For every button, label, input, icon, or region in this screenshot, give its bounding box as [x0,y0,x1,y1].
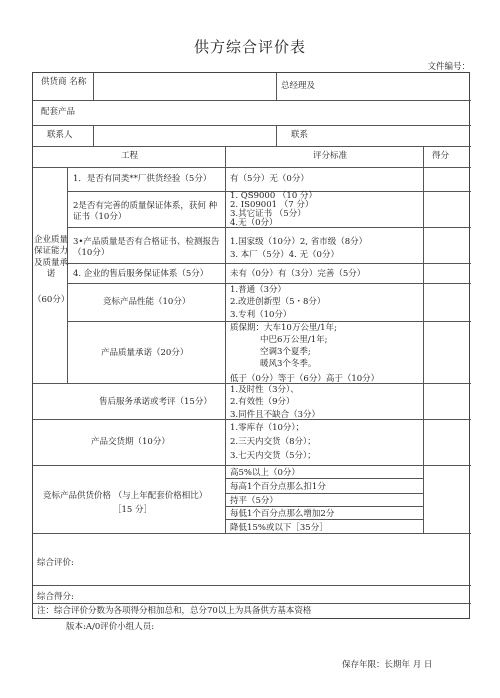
version-line: 版本:A/0评价小组人员: [66,622,155,632]
manager-label: 总经理及 [281,81,316,91]
doc-number-label: 文件编号： [427,62,470,72]
footnote: 注：综合评价分数为各项得分相加总和，总分70以上为具备供方基本资格 [37,606,312,616]
row3-criteria-1: 1.国家级（10分）2, 省市级（8分） [230,237,368,247]
row9-criteria-2: 每高1个百分点那么扣1分 [230,482,326,492]
row8-criteria-2: 2.三天内交货（8分）； [230,437,316,447]
row5-criteria-1: 1.普通（3分） [230,285,287,295]
rule [67,283,471,284]
row9-item-points: ［15 分］ [113,505,153,515]
rule [33,146,471,147]
rule [33,125,471,126]
rule [93,73,94,100]
rule [33,419,471,420]
rule [276,125,277,146]
category-label: 企业质量保证能力及质量承诺 [33,235,68,280]
row2-criteria-1: 1. QS9000 （10 分） [230,191,317,201]
row8-criteria-3: 3.七天内交货（5分）； [230,451,316,461]
rule [33,465,471,466]
contact-label: 联系人 [47,130,73,140]
row6-criteria-5: 低于（0分）等于（6分）高于（10分） [230,374,380,383]
row9-criteria-3: 持平（5分） [230,496,278,506]
category-points: （60分） [33,295,70,305]
row5-item: 竞标产品性能（10分） [103,297,191,307]
row9-criteria-1: 高5%以上（0分） [230,468,300,478]
rule [33,167,471,168]
row2-criteria-3: 3.其它证书 （5分） [230,209,306,219]
row7-criteria-cell [226,384,423,419]
col-header-item: 工程 [121,151,139,161]
evaluation-table [32,72,470,619]
row4-criteria: 未有（0分）有（3分）完善（5分） [230,269,366,279]
overall-score-label: 综合得分: [37,592,74,602]
row8-item: 产品交货期（10分） [91,437,170,447]
row1-item: 1．是否有同类**厂供货经验（5分） [73,174,212,184]
row6-item: 产品质量承诺（20分） [101,348,189,358]
overall-evaluation-label: 综合评价: [37,558,74,568]
row9-criteria-4: 每低1个百分点那么增加2分 [230,509,335,519]
col-header-criteria: 评分标准 [313,151,348,161]
row3-criteria-2: 3. 本厂（5分）4. 无（0分） [230,250,339,260]
products-label: 配套产品 [41,107,76,117]
row3-item: 3•产品质量是否有合格证书、检测报告（10分） [73,237,220,258]
row7-criteria-1: 1.及时性（3分）、 [230,385,299,395]
row6-criteria-cell [226,322,423,383]
row9-item: 竞标产品供货价格 （与上年配套价格相比） [43,491,208,501]
retention-line: 保存年限：长期年 月 日 [342,660,433,670]
row6-criteria-4: 暖风3个冬季。 [260,359,317,369]
row4-item: 4. 企业的售后服务保证体系（5分） [73,269,209,279]
rule [423,146,424,533]
row1-criteria: 有（5分）无（0分） [230,174,309,184]
rule [225,493,423,494]
supplier-name-label: 供货商 名称 [41,77,87,87]
row9-criteria-5: 降低15%或以下［35分］ [230,523,328,533]
rule [67,263,471,264]
row2-criteria-2: 2. IS09001 （7 分） [230,200,314,210]
row2-item: 2是否有完善的质量保证体系，获何 种证书（10分） [73,201,218,222]
row6-criteria-3: 空调3个夏季; [260,347,311,357]
row6-criteria-1: 质保期：大车10万公里/1年; [230,323,337,333]
rule [33,100,471,101]
row7-criteria-2: 2.有效性（9分） [230,397,295,407]
phone-label: 联系 [291,130,309,140]
rule [33,585,471,586]
row2-criteria-4: 4.无（0分） [230,218,278,228]
row7-item: 售后服务承诺或考评（15分） [99,397,212,407]
row8-criteria-1: 1.零库存（10分）； [230,423,305,433]
rule [93,125,94,146]
rule [33,603,471,604]
form-title: 供方综合评价表 [193,38,306,56]
row6-criteria-2: 中巴6万公里/1年; [260,335,328,345]
rule [276,73,277,100]
row5-criteria-2: 2.改进创新型（5・8分） [230,297,326,307]
col-header-score: 得分 [432,151,450,161]
row7-criteria-3: 3.同件且不缺合（3分） [230,410,321,419]
row5-criteria-3: 3.专利（10分） [230,310,292,320]
